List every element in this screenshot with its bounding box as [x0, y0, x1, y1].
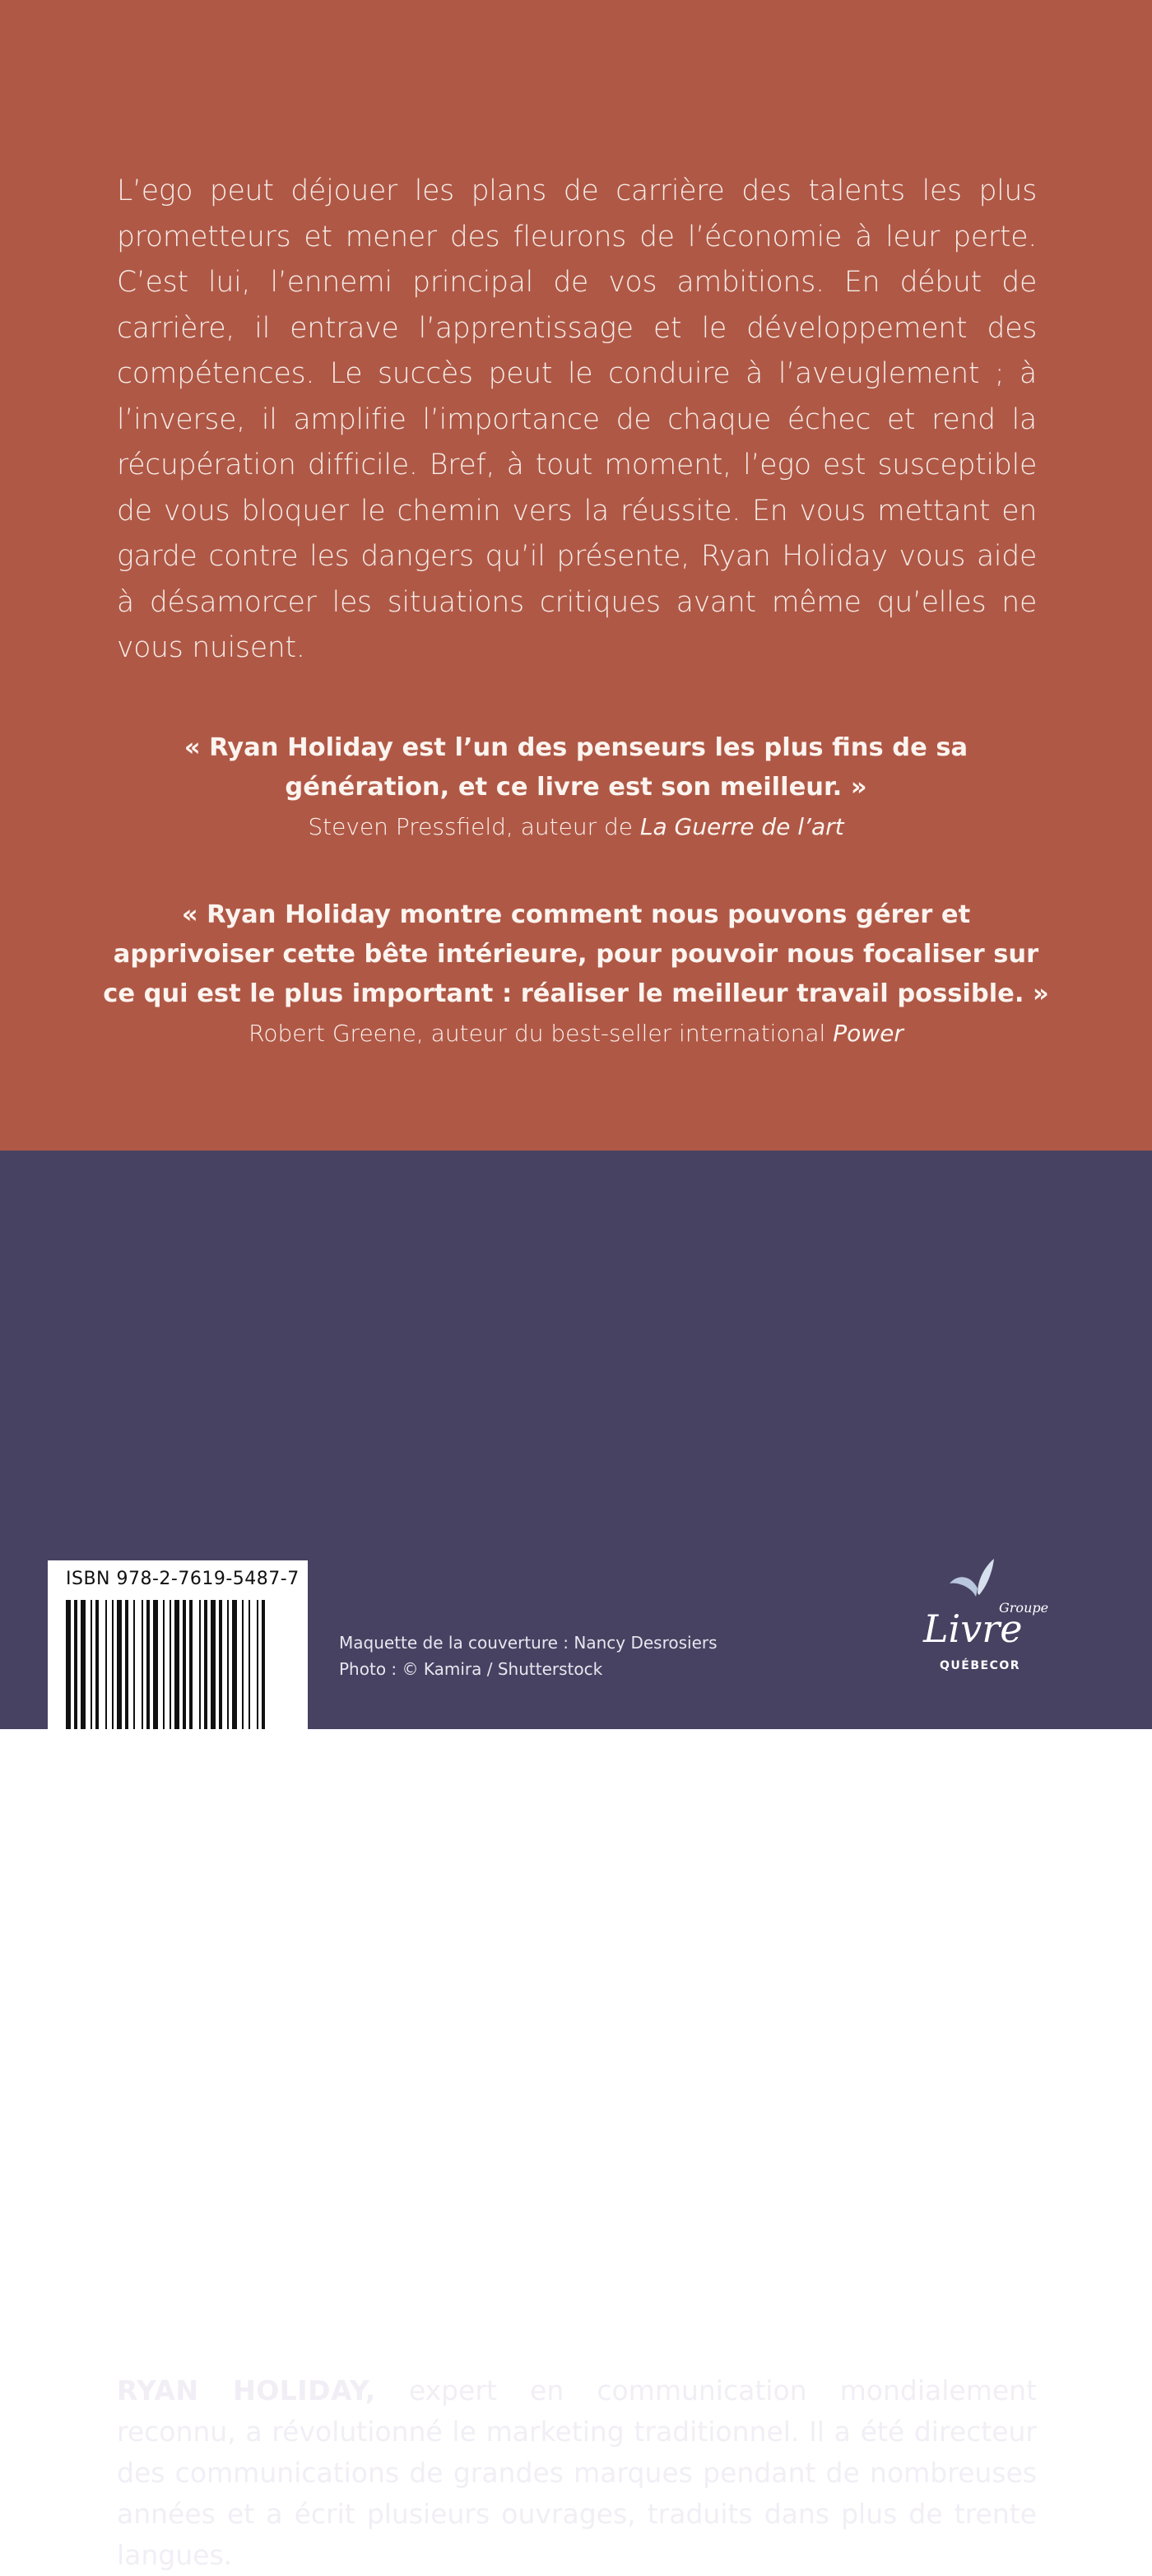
butterfly-icon: [946, 1555, 996, 1602]
quote-text: « Ryan Holiday est l’un des penseurs les plus fins de sa génération, et ce livre est son meilleur. »: [183, 733, 969, 802]
author-bio-text: expert en communication mondialement reconnu, a révolutionné le marketing traditionnel. Il a été directeur des communications de grandes marques pendant de nombreuses années et a écrit plusieurs ouvrages, traduits dans plus de trente langues.: [117, 2374, 1038, 2571]
logo-groupe-text: Groupe: [999, 1600, 1049, 1616]
barcode-icon: [66, 1600, 296, 1729]
photo-credit: Photo : © Kamira / Shutterstock: [339, 1659, 603, 1679]
quote-source: [99, 811, 1053, 844]
logo-livre-text: Livre: [923, 1607, 1023, 1651]
isbn-number: ISBN 978-2-7619-5487-7: [66, 1569, 300, 1589]
author-name: RYAN HOLIDAY,: [117, 2374, 376, 2406]
review-quote-1: [99, 728, 1053, 844]
quote-work-title: Power: [833, 1020, 903, 1047]
quote-author: Robert Greene, auteur du best-seller international: [249, 1020, 834, 1047]
cover-design-credit: Maquette de la couverture : Nancy Desrosiers: [339, 1633, 718, 1653]
logo-quebecor-text: QUÉBECOR: [940, 1659, 1021, 1672]
author-bio: [117, 2370, 1037, 2576]
barcode-label: [48, 1560, 308, 1729]
quote-author: Steven Pressfield, auteur de: [308, 813, 640, 840]
quote-source: [99, 1017, 1053, 1050]
cover-credits: [339, 1630, 718, 1682]
top-panel: [0, 0, 1152, 1151]
publisher-logo: [922, 1555, 1053, 1687]
quote-text: « Ryan Holiday montre comment nous pouvons gérer et apprivoiser cette bête intérieure, pour pouvoir nous focaliser sur ce qui est le plus important : réaliser le meilleur travail possible. »: [103, 900, 1049, 1008]
quote-work-title: La Guerre de l’art: [639, 813, 844, 840]
review-quote-2: [99, 895, 1053, 1050]
book-blurb: L’ego peut déjouer les plans de carrière des talents les plus prometteurs et mener des fleurons de l’économie à leur perte. C’est lui, l’ennemi principal de vos ambitions. En début de carrière, il entrave l’apprentissage et le développement des compétences. Le succès peut le conduire à l’aveuglement ; à l’inverse, il amplifie l’importance de chaque échec et rend la récupération difficile. Bref, à tout moment, l’ego est susceptible de vous bloquer le chemin vers la réussite. En vous mettant en garde contre les dangers qu’il présente, Ryan Holiday vous aide à désamorcer les situations critiques avant même qu’elles ne vous nuisent.: [117, 174, 1037, 664]
